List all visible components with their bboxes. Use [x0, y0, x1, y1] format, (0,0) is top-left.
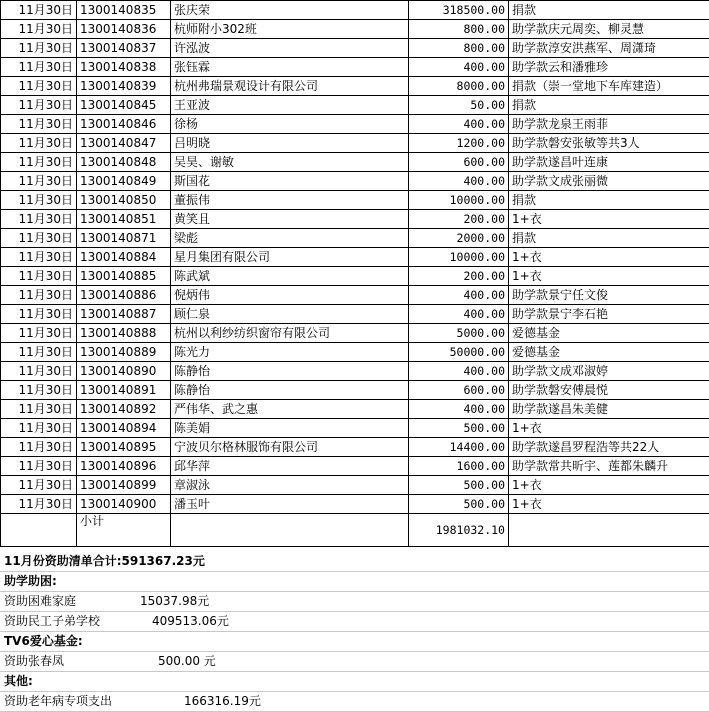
cell-date: 11月30日 [1, 153, 77, 172]
cell-date: 11月30日 [1, 495, 77, 514]
cell-amount: 5000.00 [409, 324, 509, 343]
cell-donor: 徐杨 [171, 115, 409, 134]
table-row [1, 153, 709, 172]
cell-amount: 500.00 [409, 419, 509, 438]
cell-note: 助学款文成邓淑婷 [509, 362, 709, 381]
cell-donor: 梁彪 [171, 229, 409, 248]
item-label: 资助张春凤 [4, 654, 64, 668]
cell-note: 1+衣 [509, 267, 709, 286]
cell-receipt-no: 1300140839 [77, 77, 171, 96]
subtotal-empty-date [1, 514, 77, 547]
cell-date: 11月30日 [1, 96, 77, 115]
cell-date: 11月30日 [1, 248, 77, 267]
cell-date: 11月30日 [1, 20, 77, 39]
table-row [1, 419, 709, 438]
table-row [1, 343, 709, 362]
cell-amount: 8000.00 [409, 77, 509, 96]
cell-receipt-no: 1300140849 [77, 172, 171, 191]
cell-receipt-no: 1300140871 [77, 229, 171, 248]
subtotal-amount: 1981032.10 [409, 514, 509, 547]
cell-donor: 吴昊、谢敏 [171, 153, 409, 172]
cell-donor: 顾仁泉 [171, 305, 409, 324]
cell-amount: 10000.00 [409, 248, 509, 267]
cell-amount: 200.00 [409, 267, 509, 286]
item-label: 资助民工子弟学校 [4, 614, 100, 628]
cell-amount: 1200.00 [409, 134, 509, 153]
cell-amount: 50.00 [409, 96, 509, 115]
cell-donor: 杭州以利纱纺织窗帘有限公司 [171, 324, 409, 343]
cell-donor: 陈武斌 [171, 267, 409, 286]
item-value: 409513.06元 [152, 612, 229, 631]
cell-note: 1+衣 [509, 495, 709, 514]
cell-note: 1+衣 [509, 476, 709, 495]
cell-note: 捐款 [509, 1, 709, 20]
cell-note: 助学款遂昌罗程浩等共22人 [509, 438, 709, 457]
section-study-aid: 助学助困: [0, 572, 709, 592]
cell-date: 11月30日 [1, 210, 77, 229]
cell-receipt-no: 1300140889 [77, 343, 171, 362]
cell-donor: 陈静怡 [171, 362, 409, 381]
cell-date: 11月30日 [1, 362, 77, 381]
cell-donor: 董振伟 [171, 191, 409, 210]
table-row [1, 1, 709, 20]
summary-total: 11月份资助清单合计:591367.23元 [0, 552, 709, 572]
subtotal-empty-name [171, 514, 409, 547]
table-row [1, 58, 709, 77]
cell-donor: 邱华萍 [171, 457, 409, 476]
cell-date: 11月30日 [1, 419, 77, 438]
subtotal-label: 小计 [77, 514, 171, 547]
cell-note: 捐款 [509, 229, 709, 248]
cell-amount: 800.00 [409, 39, 509, 58]
cell-date: 11月30日 [1, 324, 77, 343]
item-value: 15037.98元 [140, 592, 209, 611]
table-row [1, 96, 709, 115]
cell-receipt-no: 1300140900 [77, 495, 171, 514]
subtotal-row [1, 514, 709, 547]
cell-receipt-no: 1300140838 [77, 58, 171, 77]
cell-donor: 王亚波 [171, 96, 409, 115]
table-row [1, 305, 709, 324]
cell-date: 11月30日 [1, 58, 77, 77]
cell-donor: 黄笑且 [171, 210, 409, 229]
cell-date: 11月30日 [1, 77, 77, 96]
cell-date: 11月30日 [1, 476, 77, 495]
table-row [1, 362, 709, 381]
cell-receipt-no: 1300140836 [77, 20, 171, 39]
cell-receipt-no: 1300140847 [77, 134, 171, 153]
cell-note: 捐款 [509, 191, 709, 210]
cell-note: 助学款庆元周奕、柳灵慧 [509, 20, 709, 39]
cell-date: 11月30日 [1, 134, 77, 153]
cell-amount: 500.00 [409, 495, 509, 514]
monthly-summary [0, 552, 709, 712]
table-row [1, 172, 709, 191]
cell-note: 助学款磐安张敏等共3人 [509, 134, 709, 153]
table-row [1, 191, 709, 210]
cell-amount: 400.00 [409, 305, 509, 324]
table-row [1, 20, 709, 39]
cell-note: 捐款 [509, 96, 709, 115]
item-label: 资助困难家庭 [4, 594, 76, 608]
cell-note: 助学款遂昌叶连康 [509, 153, 709, 172]
cell-amount: 400.00 [409, 362, 509, 381]
summary-item-poor-families [0, 592, 709, 612]
cell-note: 爱德基金 [509, 343, 709, 362]
cell-amount: 318500.00 [409, 1, 509, 20]
cell-receipt-no: 1300140884 [77, 248, 171, 267]
cell-donor: 杭师附小302班 [171, 20, 409, 39]
cell-note: 助学款淳安洪燕军、周潇琦 [509, 39, 709, 58]
cell-amount: 500.00 [409, 476, 509, 495]
section-other: 其他: [0, 672, 709, 692]
cell-amount: 600.00 [409, 153, 509, 172]
table-row [1, 324, 709, 343]
cell-receipt-no: 1300140888 [77, 324, 171, 343]
cell-note: 助学款常共昕宇、莲都朱麟升 [509, 457, 709, 476]
cell-amount: 10000.00 [409, 191, 509, 210]
cell-amount: 2000.00 [409, 229, 509, 248]
table-row [1, 115, 709, 134]
cell-donor: 潘玉叶 [171, 495, 409, 514]
table-row [1, 381, 709, 400]
item-value: 166316.19元 [184, 692, 261, 711]
cell-receipt-no: 1300140846 [77, 115, 171, 134]
cell-receipt-no: 1300140851 [77, 210, 171, 229]
cell-donor: 星月集团有限公司 [171, 248, 409, 267]
cell-date: 11月30日 [1, 115, 77, 134]
cell-receipt-no: 1300140887 [77, 305, 171, 324]
table-row [1, 267, 709, 286]
table-row [1, 77, 709, 96]
cell-amount: 400.00 [409, 115, 509, 134]
cell-note: 1+衣 [509, 419, 709, 438]
cell-date: 11月30日 [1, 400, 77, 419]
cell-amount: 1600.00 [409, 457, 509, 476]
item-value: 500.00 元 [158, 652, 216, 671]
cell-receipt-no: 1300140891 [77, 381, 171, 400]
cell-receipt-no: 1300140845 [77, 96, 171, 115]
table-row [1, 210, 709, 229]
cell-amount: 400.00 [409, 58, 509, 77]
cell-donor: 陈静怡 [171, 381, 409, 400]
cell-date: 11月30日 [1, 381, 77, 400]
cell-date: 11月30日 [1, 229, 77, 248]
item-label: 资助老年病专项支出 [4, 694, 112, 708]
cell-donor: 许泓波 [171, 39, 409, 58]
table-row [1, 457, 709, 476]
cell-note: 助学款龙泉王雨菲 [509, 115, 709, 134]
summary-item-elderly-disease [0, 692, 709, 712]
cell-amount: 50000.00 [409, 343, 509, 362]
cell-amount: 800.00 [409, 20, 509, 39]
cell-receipt-no: 1300140899 [77, 476, 171, 495]
cell-date: 11月30日 [1, 172, 77, 191]
cell-note: 助学款景宁李石艳 [509, 305, 709, 324]
cell-receipt-no: 1300140895 [77, 438, 171, 457]
cell-donor: 严伟华、武之惠 [171, 400, 409, 419]
table-row [1, 286, 709, 305]
cell-receipt-no: 1300140890 [77, 362, 171, 381]
table-row [1, 229, 709, 248]
cell-donor: 张庆荣 [171, 1, 409, 20]
cell-note: 1+衣 [509, 210, 709, 229]
cell-date: 11月30日 [1, 286, 77, 305]
cell-note: 助学款遂昌朱美健 [509, 400, 709, 419]
cell-receipt-no: 1300140850 [77, 191, 171, 210]
table-row [1, 476, 709, 495]
cell-receipt-no: 1300140892 [77, 400, 171, 419]
cell-date: 11月30日 [1, 39, 77, 58]
summary-item-zhang-chunfeng [0, 652, 709, 672]
cell-donor: 斯国花 [171, 172, 409, 191]
cell-date: 11月30日 [1, 457, 77, 476]
cell-donor: 宁波贝尔格林服饰有限公司 [171, 438, 409, 457]
subtotal-empty-note [509, 514, 709, 547]
table-body [1, 1, 709, 547]
cell-date: 11月30日 [1, 1, 77, 20]
cell-amount: 400.00 [409, 286, 509, 305]
cell-date: 11月30日 [1, 267, 77, 286]
cell-donor: 陈美娟 [171, 419, 409, 438]
cell-donor: 吕明晓 [171, 134, 409, 153]
cell-date: 11月30日 [1, 343, 77, 362]
cell-amount: 400.00 [409, 400, 509, 419]
cell-receipt-no: 1300140837 [77, 39, 171, 58]
cell-donor: 张钰霖 [171, 58, 409, 77]
cell-receipt-no: 1300140848 [77, 153, 171, 172]
summary-item-migrant-schools [0, 612, 709, 632]
table-row [1, 248, 709, 267]
table-row [1, 438, 709, 457]
cell-note: 助学款磐安傅晨悦 [509, 381, 709, 400]
cell-date: 11月30日 [1, 438, 77, 457]
cell-receipt-no: 1300140835 [77, 1, 171, 20]
table-row [1, 39, 709, 58]
cell-note: 助学款景宁任文俊 [509, 286, 709, 305]
cell-donor: 陈光力 [171, 343, 409, 362]
cell-date: 11月30日 [1, 305, 77, 324]
cell-note: 1+衣 [509, 248, 709, 267]
cell-note: 爱德基金 [509, 324, 709, 343]
cell-receipt-no: 1300140894 [77, 419, 171, 438]
cell-donor: 章淑泳 [171, 476, 409, 495]
cell-date: 11月30日 [1, 191, 77, 210]
cell-donor: 倪炳伟 [171, 286, 409, 305]
cell-amount: 400.00 [409, 172, 509, 191]
cell-note: 捐款（崇一堂地下车库建造） [509, 77, 709, 96]
table-row [1, 495, 709, 514]
cell-note: 助学款云和潘雅珍 [509, 58, 709, 77]
cell-donor: 杭州弗瑞景观设计有限公司 [171, 77, 409, 96]
cell-amount: 600.00 [409, 381, 509, 400]
cell-amount: 200.00 [409, 210, 509, 229]
cell-receipt-no: 1300140885 [77, 267, 171, 286]
section-tv6-fund: TV6爱心基金: [0, 632, 709, 652]
cell-note: 助学款文成张丽微 [509, 172, 709, 191]
table-row [1, 400, 709, 419]
table-row [1, 134, 709, 153]
cell-receipt-no: 1300140896 [77, 457, 171, 476]
cell-receipt-no: 1300140886 [77, 286, 171, 305]
cell-amount: 14400.00 [409, 438, 509, 457]
